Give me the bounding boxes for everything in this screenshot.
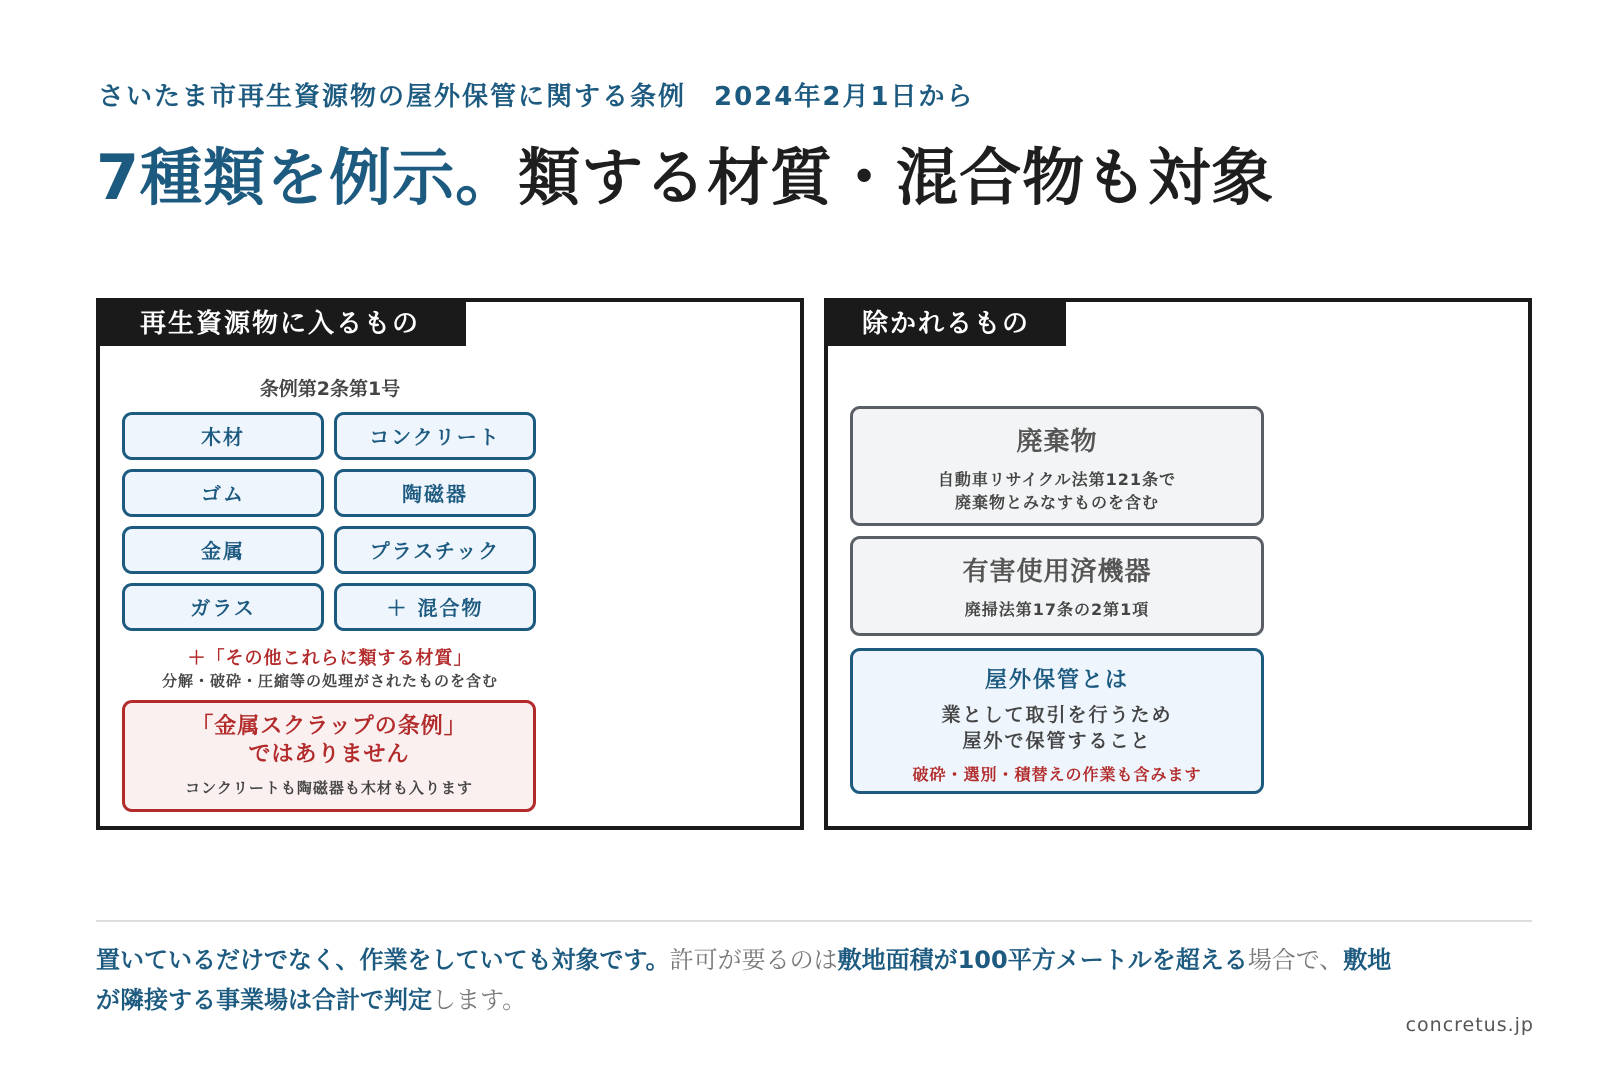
warning-line-1: 「金属スクラップの条例」: [191, 714, 467, 739]
material-glass: ガラス: [122, 583, 324, 631]
processing-note: 分解・破砕・圧縮等の処理がされたものを含む: [161, 672, 498, 690]
page-title: [96, 128, 1274, 217]
included-panel: [96, 298, 804, 830]
footer-seg-1: 置いているだけでなく、作業をしていても対象です。: [96, 946, 670, 974]
waste-title: 廃棄物: [1016, 427, 1098, 457]
material-plastic: プラスチック: [334, 526, 536, 574]
footer-seg-5: 敷地が隣接する事業場は合計で判定: [96, 946, 1392, 1014]
title-rest: 類する材質・混合物も対象: [518, 141, 1275, 214]
footer-seg-2: 許可が要るのは: [669, 946, 838, 974]
warning-line-2: ではありません: [248, 742, 410, 767]
footer-seg-6: します。: [432, 986, 527, 1014]
law-reference: 条例第2条第1号: [259, 378, 401, 400]
hazardous-title: 有害使用済機器: [962, 557, 1152, 587]
page-subtitle: さいたま市再生資源物の屋外保管に関する条例 2024年2月1日から: [98, 82, 975, 112]
material-mixture: ＋ 混合物: [334, 583, 536, 631]
material-wood: 木材: [122, 412, 324, 460]
waste-note-2: 廃棄物とみなすものを含む: [954, 493, 1159, 512]
footer-text: [96, 940, 1396, 1020]
site-credit: concretus.jp: [1405, 1014, 1534, 1036]
included-panel-tab: 再生資源物に入るもの: [100, 302, 466, 346]
waste-note-1: 自動車リサイクル法第121条で: [937, 470, 1177, 489]
excluded-panel: [824, 298, 1532, 830]
waste-box: [850, 406, 1264, 526]
other-materials-note: ＋「その他これらに類する材質」: [187, 648, 473, 669]
footer-seg-3: 敷地面積が100平方メートルを超える: [837, 946, 1248, 974]
definition-note: 破砕・選別・積替えの作業も含みます: [912, 765, 1202, 784]
excluded-panel-tab: 除かれるもの: [828, 302, 1066, 346]
material-concrete: コンクリート: [334, 412, 536, 460]
hazardous-note: 廃掃法第17条の2第1項: [964, 600, 1150, 619]
outdoor-storage-definition: [850, 648, 1264, 794]
warning-sub: コンクリートも陶磁器も木材も入ります: [185, 779, 473, 797]
footer-seg-4: 場合で、: [1247, 946, 1344, 974]
material-metal: 金属: [122, 526, 324, 574]
hazardous-equipment-box: [850, 536, 1264, 636]
definition-line-1: 業として取引を行うため: [941, 704, 1173, 726]
material-rubber: ゴム: [122, 469, 324, 517]
definition-title: 屋外保管とは: [984, 668, 1129, 693]
material-ceramics: 陶磁器: [334, 469, 536, 517]
definition-line-2: 屋外で保管すること: [962, 730, 1152, 752]
not-scrap-warning: [122, 700, 536, 812]
materials-grid: [122, 412, 538, 631]
title-accent: 7種類を例示。: [96, 141, 519, 214]
footer-divider: [96, 920, 1532, 922]
